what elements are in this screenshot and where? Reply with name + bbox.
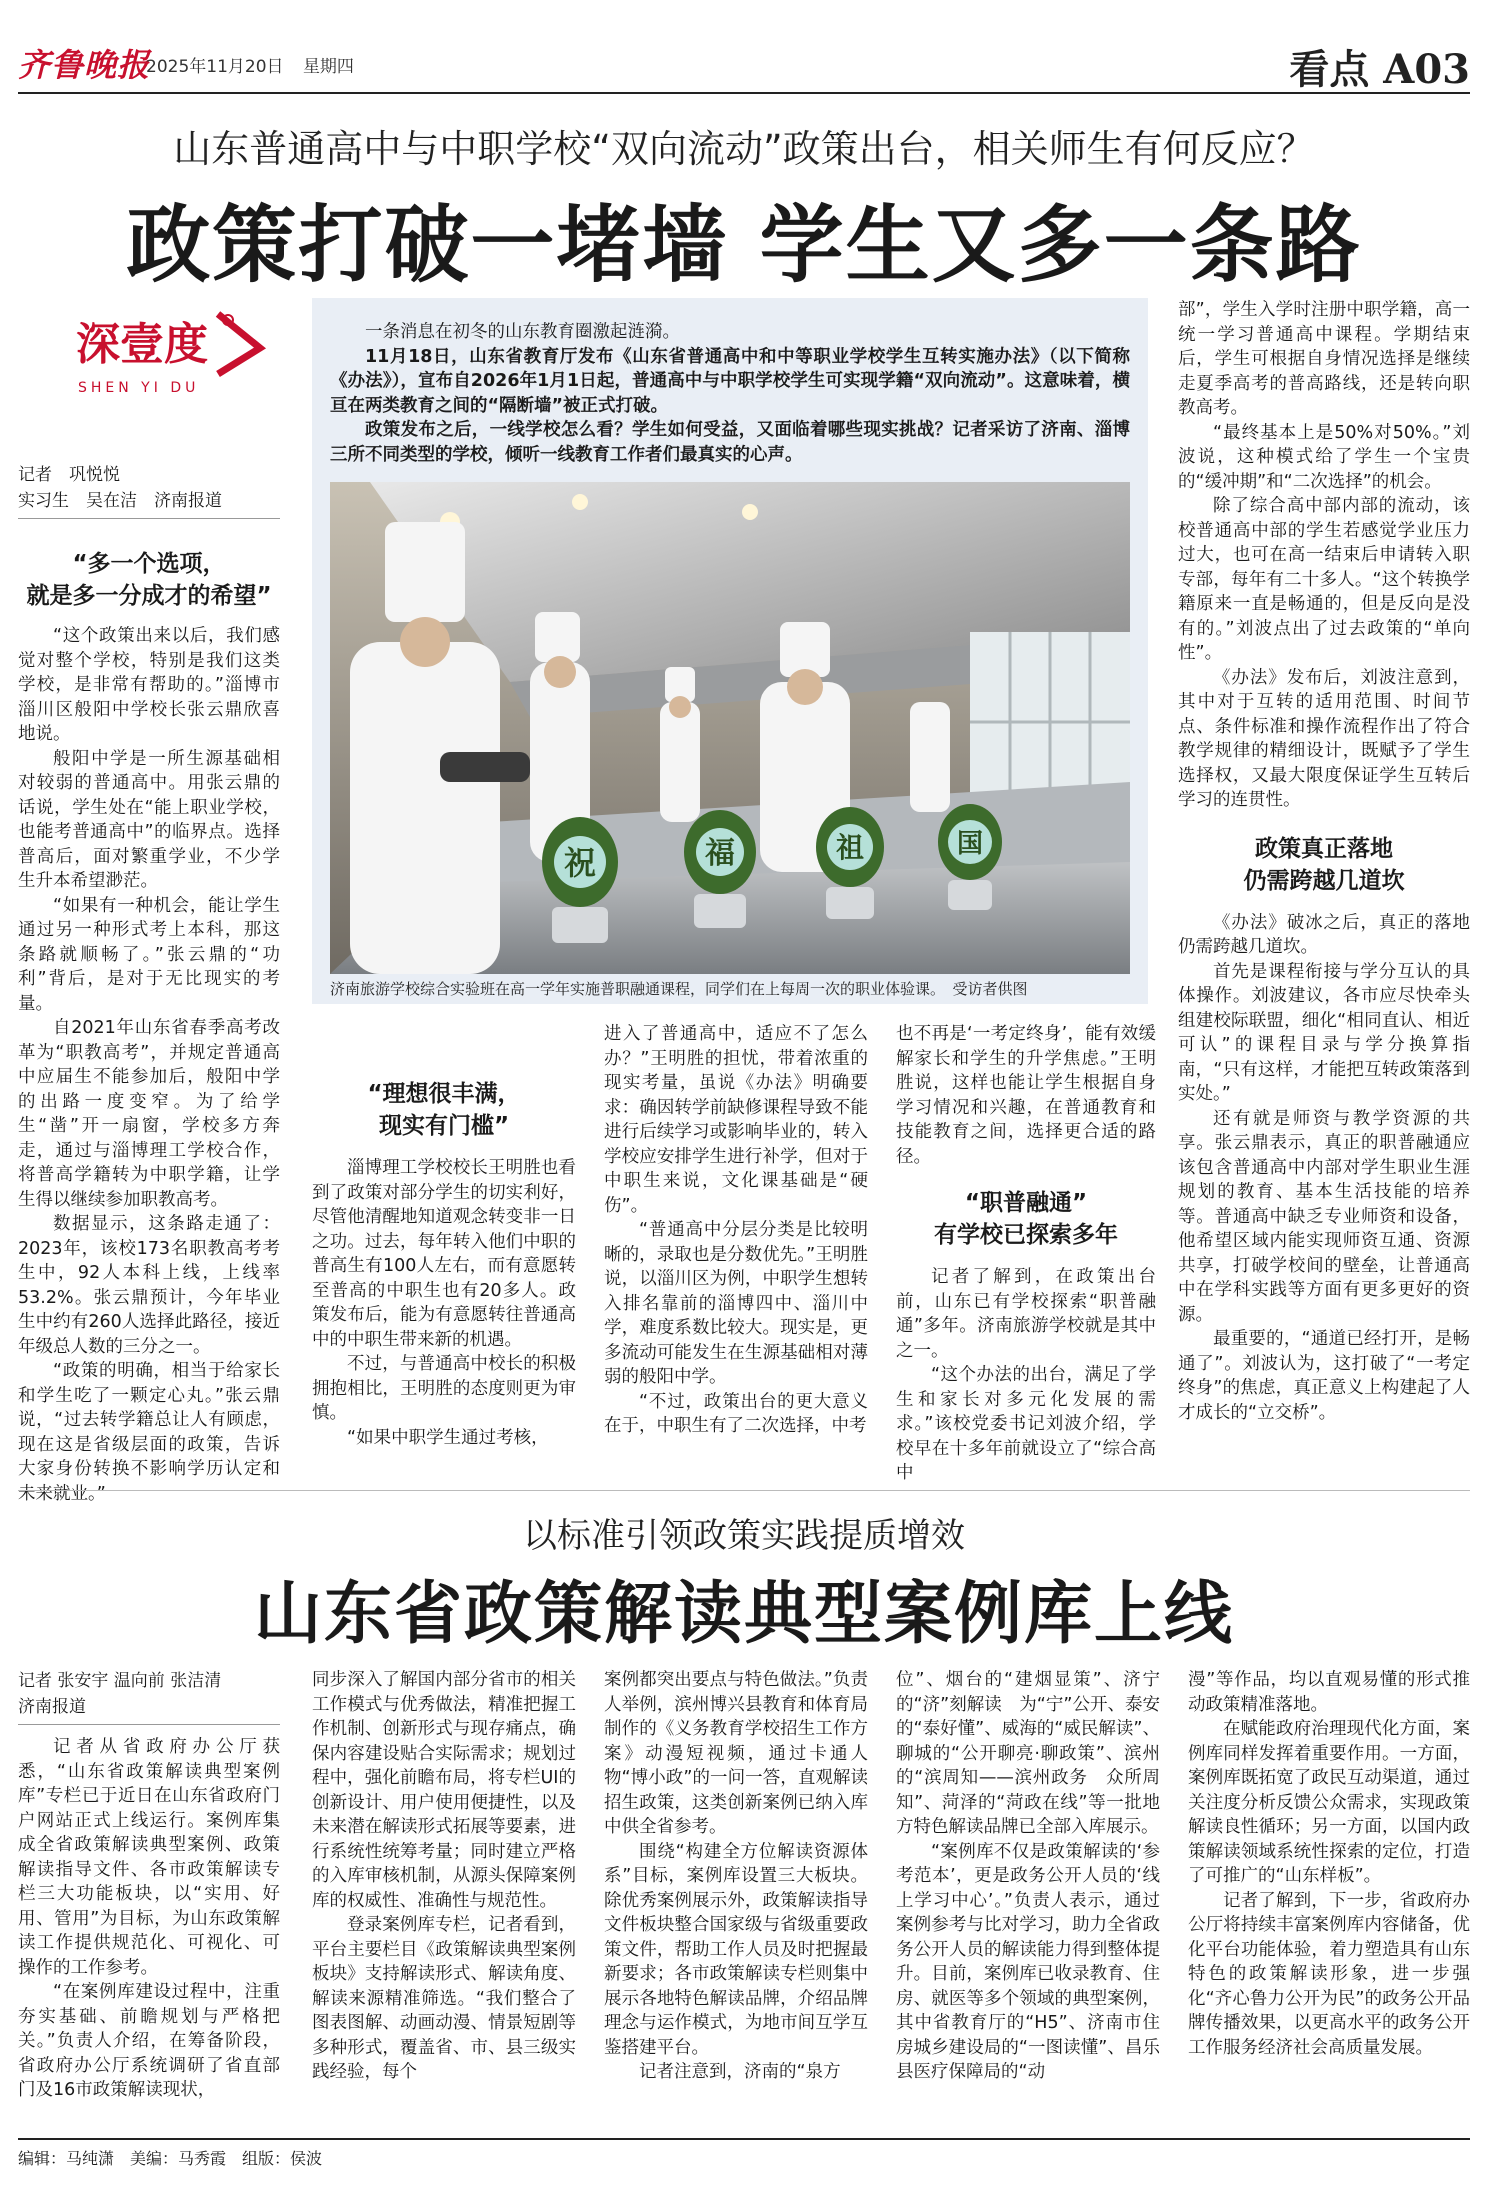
paragraph: 案例都突出要点与特色做法。”负责人举例，滨州博兴县教育和体育局制作的《义务教育学校招生工作方案》动漫短视频，通过卡通人物“博小政”的一问一答，直观解读招生政策，这类创新案例已纳入库中供全省参考。 <box>604 1670 868 1837</box>
paragraph: 首先是课程衔接与学分互认的具体操作。刘波建议，各市应尽快牵头组建校际联盟，细化“相同直认、相近可认”的课程目录与学分换算指南，“只有这样，才能把互转政策落到实处。” <box>1178 961 1470 1104</box>
story2-column-1 <box>18 1668 280 2103</box>
brand-arrow-icon <box>212 308 268 378</box>
story2-column-2 <box>312 1668 576 2085</box>
paragraph: 记者注意到，济南的“泉方 <box>639 2062 841 2082</box>
melon-character: 福 <box>705 836 735 871</box>
paragraph: 自2021年山东省春季高考改革为“职教高考”，并规定普通高中应届生不能参加后，般阳中学的出路一度变窄。为了给学生“凿”开一扇窗，学校多方奔走，通过与淄博理工学校合作，将普高学籍转为中职学籍，让学生得以继续参加职教高考。 <box>18 1018 280 1210</box>
photo-illustration <box>330 482 1130 974</box>
section-page-label: 看点 A03 <box>1289 46 1470 93</box>
paragraph: 《办法》发布后，刘波注意到，其中对于互转的适用范围、时间节点、条件标准和操作流程作出了符合教学规律的精细设计，既赋予了学生选择权，又最大限度保证学生互转后学习的连贯性。 <box>1178 667 1470 810</box>
column-text <box>1178 298 1470 813</box>
column-text <box>18 1735 280 2103</box>
paragraph: “不过，政策出台的更大意义在于，中职生有了二次选择，中考 <box>604 1391 868 1436</box>
paragraph: 记者了解到，下一步，省政府办公厅将持续丰富案例库内容储备，优化平台功能体验，着力塑造具有山东特色的政策解读形象，进一步强化“齐心鲁力公开为民”的政务公开品牌传播效果，以更高水平的政务公开工作服务经济社会高质量发展。 <box>1188 1890 1470 2058</box>
paragraph: “如果有一种机会，能让学生通过另一种形式考上本科，那这条路就顺畅了。”张云鼎的“功利”背后，是对于无比现实的考量。 <box>18 895 280 1014</box>
story2-byline <box>18 1668 280 1725</box>
story1-column-5 <box>1178 298 1470 1425</box>
story2-column-4 <box>896 1668 1160 2085</box>
intro-text <box>330 320 1130 467</box>
column-text <box>1178 911 1470 1426</box>
paragraph: 围绕“构建全方位解读资源体系”目标，案例库设置三大板块。除优秀案例展示外，政策解读指导文件板块整合国家级与省级重要政策文件，帮助工作人员及时把握最新要求；各市政策解读专栏则集中展示各地特色解读品牌，介绍品牌理念与运作模式，为地市间互学互鉴搭建平台。 <box>604 1841 868 2058</box>
story2-kicker: 以标准引领政策实践提质增效 <box>523 1516 965 1556</box>
story1-byline <box>18 462 280 519</box>
story1-column-3 <box>604 1022 868 1439</box>
byline-location: 济南报道 <box>18 1697 86 1717</box>
subhead-reality-threshold: “理想很丰满， 现实有门槛” <box>367 1081 521 1139</box>
column-text <box>312 1156 576 1450</box>
column-text <box>896 1265 1156 1486</box>
byline-reporter: 记者 巩悦悦 <box>18 465 120 485</box>
story1-column-2 <box>312 1078 576 1450</box>
story1-headline: 政策打破一堵墙 学生又多一条路 <box>126 195 1362 294</box>
paragraph: 淄博理工学校校长王明胜也看到了政策对部分学生的切实利好，尽管他清醒地知道观念转变非一日之功。过去，每年转入他们中职的普高生有100人左右，而有意愿转至普高的中职生也有20多人。政策发布后，能为有意愿转往普通高中的中职生带来新的机遇。 <box>312 1158 576 1350</box>
byline-intern: 实习生 吴在洁 济南报道 <box>18 491 222 511</box>
paragraph: 在赋能政府治理现代化方面，案例库同样发挥着重要作用。一方面，案例库既拓宽了政民互动渠道，通过关注度分析反馈公众需求，实现政策解读良性循环；另一方面，以国内政策解读领域系统性探索的定位，打造了可推广的“山东样板”。 <box>1188 1719 1470 1886</box>
story-divider <box>18 1490 1470 1491</box>
paragraph: “这个政策出来以后，我们感觉对整个学校，特别是我们这类学校，是非常有帮助的。”淄博市淄川区般阳中学校长张云鼎欣喜地说。 <box>18 626 280 744</box>
subhead-vocational-integration: “职普融通” 有学校已探索多年 <box>934 1190 1118 1248</box>
story2-column-5 <box>1188 1668 1470 2060</box>
page-footer-credits: 编辑：马纯潇 美编：马秀霞 组版：侯波 <box>18 2138 1470 2169</box>
paragraph: 记者了解到，在政策出台前，山东已有学校探索“职普融通”多年。济南旅游学校就是其中之一。 <box>896 1267 1156 1361</box>
paragraph: 还有就是师资与教学资源的共享。张云鼎表示，真正的职普融通应该包含普通高中内部对学生职业生涯规划的教育、基本生活技能的培养等。普通高中缺乏专业师资和设备，他希望区域内能实现师资互通、资源共享，打破学校间的壁垒，让普通高中在学科实践等方面有更多更好的资源。 <box>1178 1108 1470 1325</box>
intro-paragraph: 一条消息在初冬的山东教育圈激起涟漪。 <box>365 322 680 342</box>
photo-caption: 济南旅游学校综合实验班在高一学年实施普职融通课程，同学们在上每周一次的职业体验课。 受访者供图 <box>330 980 1028 998</box>
paragraph: 般阳中学是一所生源基础相对较弱的普通高中。用张云鼎的话说，学生处在“能上职业学校，也能考普通高中”的临界点。选择普高后，面对繁重学业，不少学生升本希望渺茫。 <box>18 748 280 891</box>
issue-weekday: 星期四 <box>302 57 354 77</box>
story1-column-1 <box>18 548 280 1506</box>
byline-reporters: 记者 张安宇 温向前 张洁清 <box>18 1671 222 1691</box>
paragraph: 登录案例库专栏，记者看到，平台主要栏目《政策解读典型案例板块》支持解读形式、解读角度、解读来源精准筛选。“我们整合了图表图解、动画动漫、情景短剧等多种形式，覆盖省、市、县三级实践经验，每个 <box>312 1915 576 2082</box>
subhead-policy-landing: 政策真正落地 仍需跨越几道坎 <box>1243 835 1405 894</box>
column-text <box>18 624 280 1506</box>
melon-character: 祖 <box>835 831 865 864</box>
paragraph: “如果中职学生通过考核， <box>347 1427 549 1448</box>
paragraph: 漫”等作品，均以直观易懂的形式推动政策精准落地。 <box>1188 1670 1470 1715</box>
masthead <box>18 36 1470 94</box>
paragraph: 数据显示，这条路走通了：2023年，该校173名职教高考考生中，92人本科上线，上线率53.2%。张云鼎预计，今年毕业生中约有260人选择此路径，接近年级总人数的三分之一。 <box>18 1214 280 1357</box>
paragraph: 也不再是‘一考定终身’，能有效缓解家长和学生的升学焦虑。”王明胜说，这样也能让学生根据自身学习情况和兴趣，在普通教育和技能教育之间，选择更合适的路径。 <box>896 1024 1156 1167</box>
paragraph: 《办法》破冰之后，真正的落地仍需跨越几道坎。 <box>1178 912 1470 957</box>
story2-column-3 <box>604 1668 868 2085</box>
story1-kicker: 山东普通高中与中职学校“双向流动”政策出台，相关师生有何反应？ <box>173 127 1315 171</box>
paragraph: 部”，学生入学时注册中职学籍，高一统一学习普通高中课程。学期结束后，学生可根据自身情况选择是继续走夏季高考的普高路线，还是转向职教高考。 <box>1178 300 1470 418</box>
story2-headline: 山东省政策解读典型案例库上线 <box>253 1574 1234 1654</box>
paragraph: “政策的明确，相当于给家长和学生吃了一颗定心丸。”张云鼎说，“过去转学籍总让人有顾虑，现在这是省级层面的政策，告诉大家身份转换不影响学历认定和未来就业。” <box>18 1361 280 1504</box>
column-brand-mark <box>62 300 272 410</box>
paragraph: 最重要的，“通道已经打开，是畅通了”。刘波认为，这打破了“一考定终身”的焦虑，真正意义上构建起了人才成长的“立交桥”。 <box>1178 1329 1470 1423</box>
paragraph: 除了综合高中部内部的流动，该校普通高中部的学生若感觉学业压力过大，也可在高一结束后申请转入职专部，每年有二十多人。“这个转换学籍原来一直是畅通的，但是反向是没有的。”刘波点出了过去政策的“单向性”。 <box>1178 496 1470 663</box>
paragraph: 不过，与普通高中校长的积极拥抱相比，王明胜的态度则更为审慎。 <box>312 1354 576 1423</box>
paragraph: “在案例库建设过程中，注重夯实基础、前瞻规划与严格把关。”负责人介绍，在筹备阶段，省政府办公厅系统调研了省直部门及16市政策解读现状， <box>18 1982 280 2100</box>
melon-character: 国 <box>956 829 984 859</box>
newspaper-logo: 齐鲁晚报 <box>18 46 151 84</box>
issue-date: 2025年11月20日 <box>146 57 284 77</box>
paragraph: 进入了普通高中，适应不了怎么办？”王明胜的担忧，带着浓重的现实考量，虽说《办法》明确要求：确因转学前缺修课程导致不能进行后续学习或影响毕业的，转入学校应安排学生进行补学，但对于中职生来说，文化课基础是“硬伤”。 <box>604 1024 868 1216</box>
paragraph: 同步深入了解国内部分省市的相关工作模式与优秀做法，精准把握工作机制、创新形式与现存痛点，确保内容建设贴合实际需求；规划过程中，强化前瞻布局，将专栏UI的创新设计、用户使用便捷性，以及未来潜在解读形式拓展等要素，进行系统性统筹考量；同时建立严格的入库审核机制，从源头保障案例库的权威性、准确性与规范性。 <box>312 1670 576 1911</box>
paragraph: “这个办法的出台，满足了学生和家长对多元化发展的需求。”该校党委书记刘波介绍，学校早在十多年前就设立了“综合高中 <box>896 1365 1156 1483</box>
paragraph: 位”、烟台的“建烟显策”、济宁的“济”刻解读 为“宁”公开、泰安的“泰好懂”、威海的“威民解读”、聊城的“公开聊亮·聊政策”、滨州的“滨周知——滨州政务 众所周知”、菏泽的“菏政在线”等一批地方特色解读品牌已全部入库展示。 <box>896 1670 1160 1837</box>
story1-intro-box <box>312 298 1148 1004</box>
brand-title: 深壹度 <box>76 319 208 370</box>
paragraph: 记者从省政府办公厅获悉，“山东省政策解读典型案例库”专栏已于近日在山东省政府门户网站正式上线运行。案例库集成全省政策解读典型案例、政策解读指导文件、各市政策解读专栏三大功能板块，以“实用、好用、管用”为目标，为山东政策解读工作提供规范化、可视化、可操作的工作参考。 <box>18 1737 280 1978</box>
paragraph: “案例库不仅是政策解读的‘参考范本’，更是政务公开人员的‘线上学习中心’。”负责人表示，通过案例参考与比对学习，助力全省政务公开人员的解读能力得到整体提升。目前，案例库已收录教育、住房、就医等多个领域的典型案例，其中省教育厅的“H5”、济南市住房城乡建设局的“一图读懂”、昌乐县医疗保障局的“动 <box>896 1841 1160 2082</box>
intro-paragraph: 11月18日，山东省教育厅发布《山东省普通高中和中等职业学校学生互转实施办法》（以下简称《办法》），宣布自2026年1月1日起，普通高中与中职学校学生可实现学籍“双向流动”。这意味着，横亘在两类教育之间的“隔断墙”被正式打破。 <box>330 346 1130 416</box>
brand-subtitle: SHEN YI DU <box>78 380 200 396</box>
paragraph: “普通高中分层分类是比较明晰的，录取也是分数优先。”王明胜说，以淄川区为例，中职学生想转入排名靠前的淄博四中、淄川中学，难度系数比较大。现实是，更多流动可能发生在生源基础相对薄弱的般阳中学。 <box>604 1220 868 1387</box>
kitchen-class-photo <box>330 482 1130 974</box>
column-text <box>896 1022 1156 1169</box>
paragraph: “最终基本上是50%对50%。”刘波说，这种模式给了学生一个宝贵的“缓冲期”和“二次选择”的机会。 <box>1178 422 1470 492</box>
melon-character: 祝 <box>563 844 597 882</box>
intro-paragraph: 政策发布之后，一线学校怎么看？学生如何受益，又面临着哪些现实挑战？记者采访了济南、淄博三所不同类型的学校，倾听一线教育工作者们最真实的心声。 <box>330 420 1130 465</box>
story1-column-4 <box>896 1022 1156 1486</box>
dateline <box>146 52 354 77</box>
subhead-more-options: “多一个选项， 就是多一分成才的希望” <box>26 551 272 609</box>
